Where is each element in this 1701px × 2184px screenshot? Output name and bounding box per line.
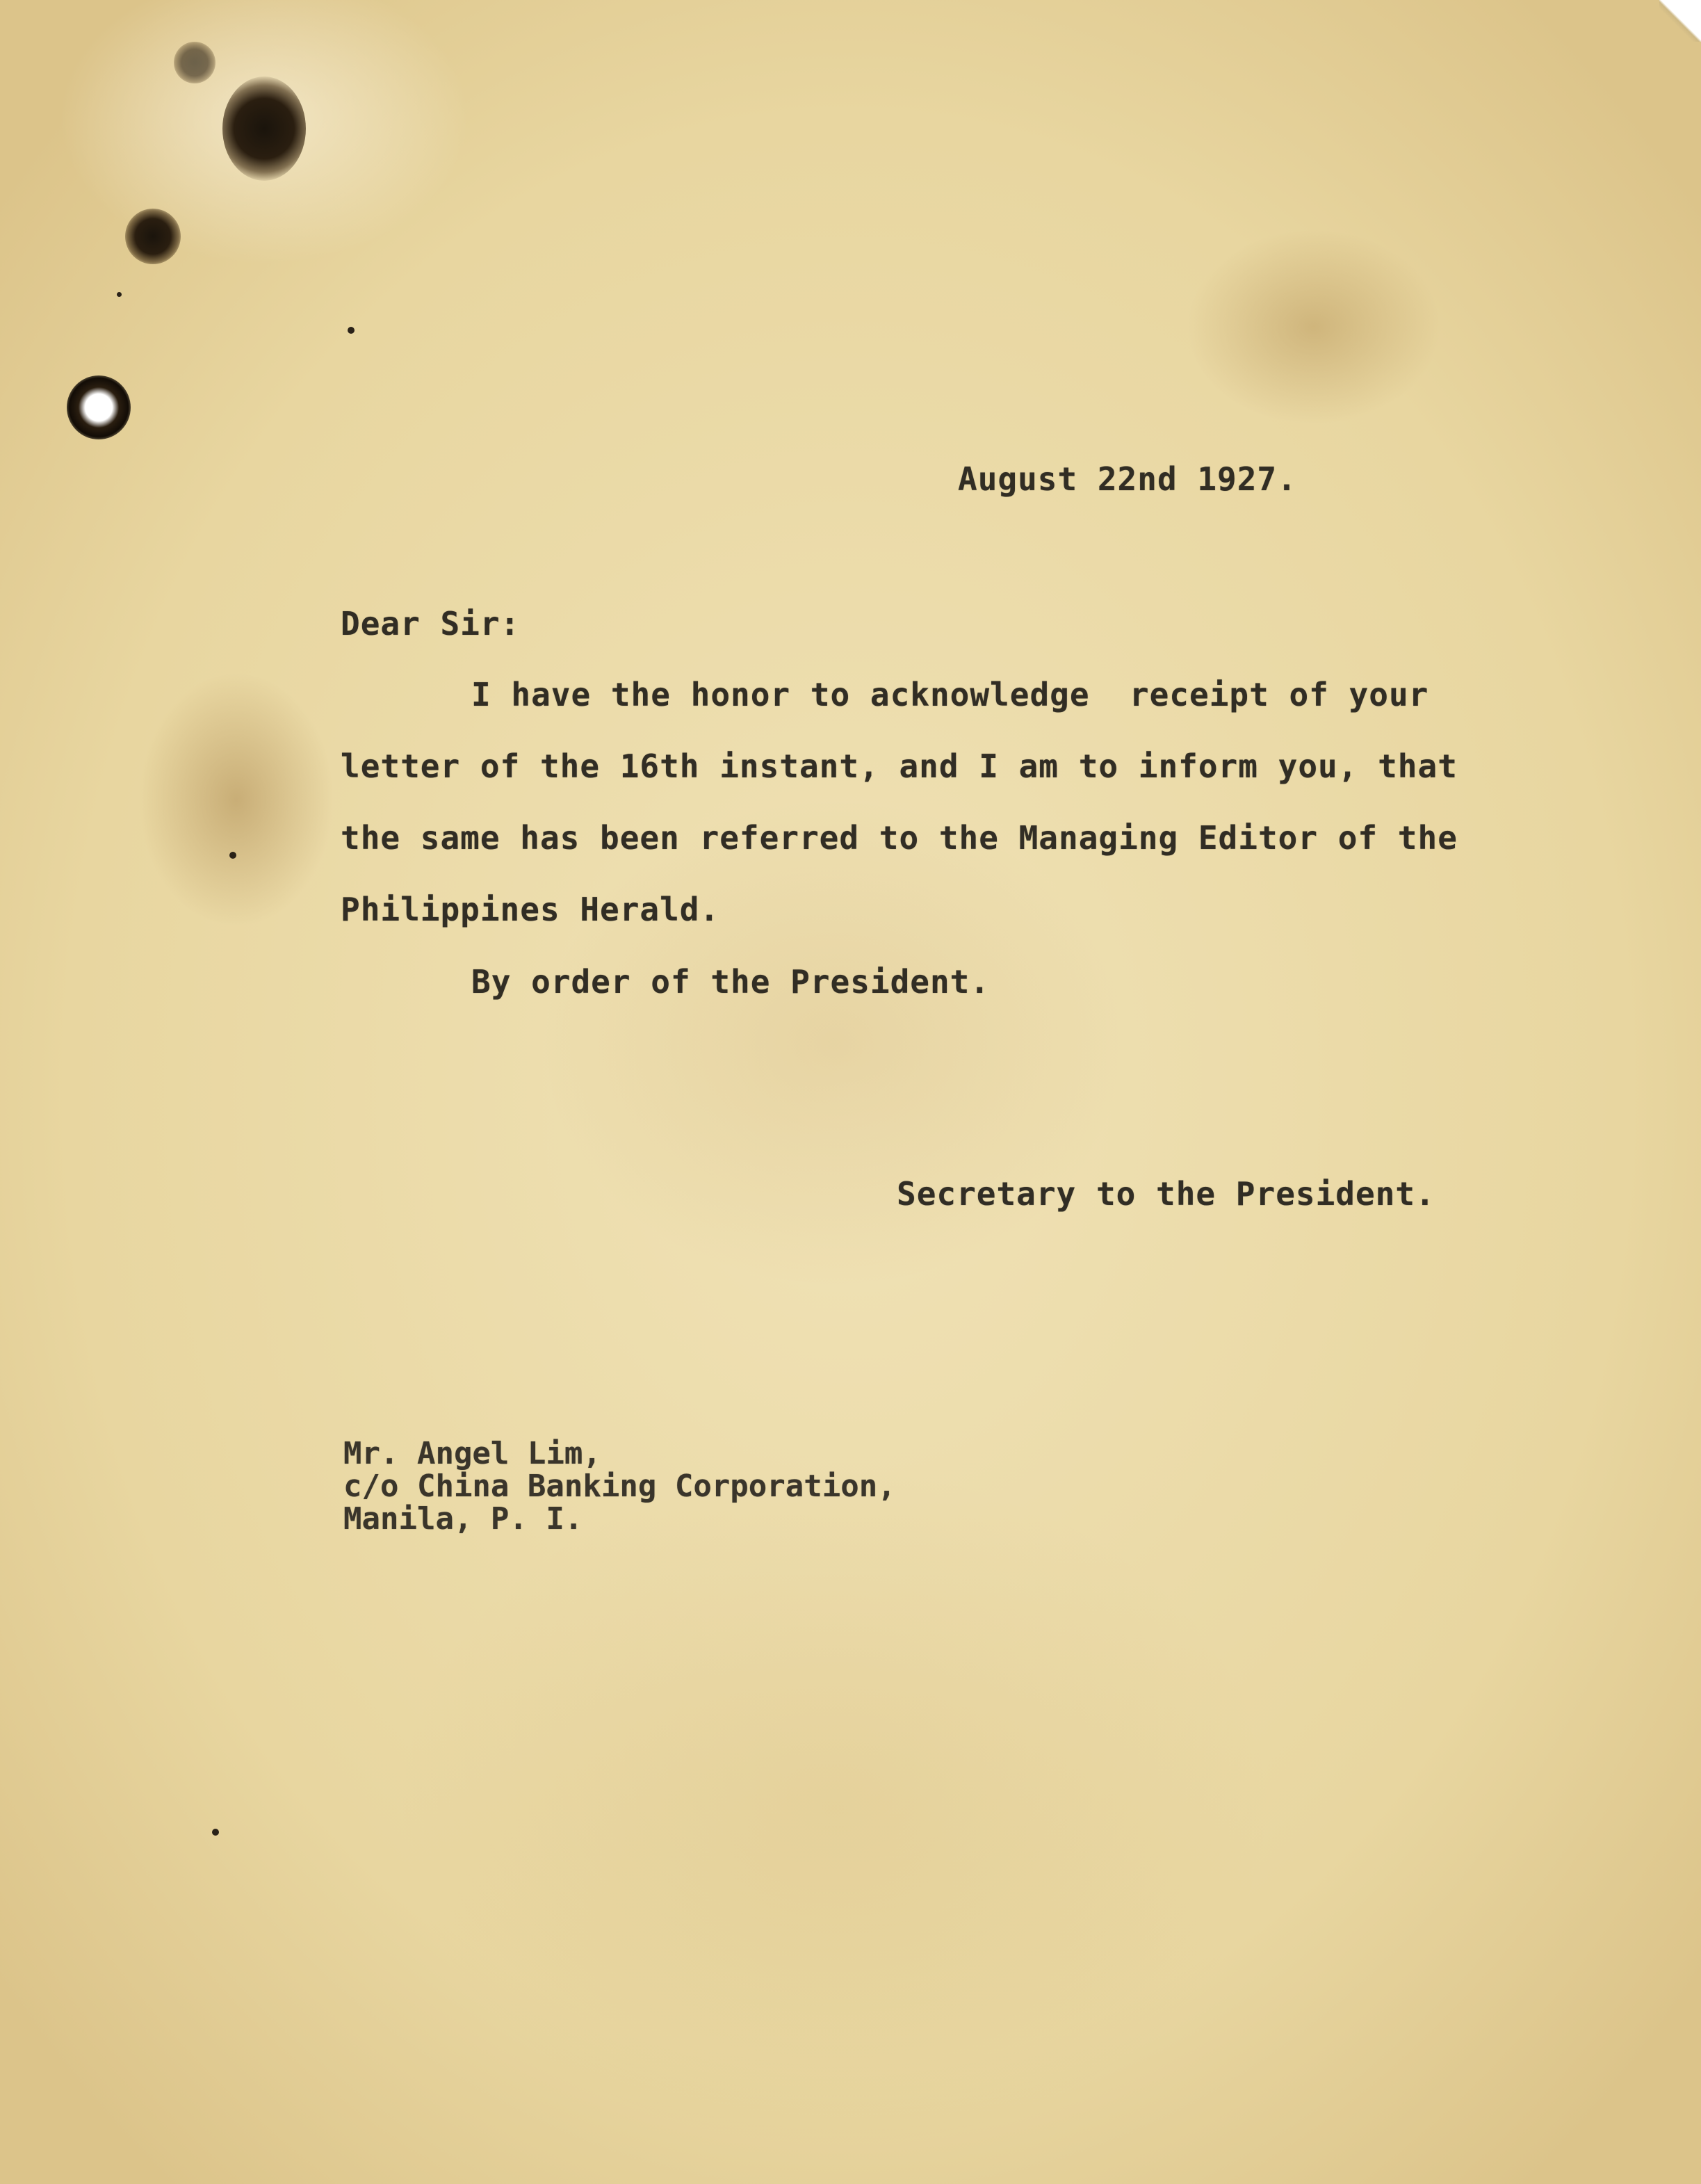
page-corner-curl bbox=[1659, 0, 1701, 42]
ink-speck bbox=[117, 292, 122, 297]
burn-mark bbox=[174, 42, 215, 83]
signature-title: Secretary to the President. bbox=[897, 1175, 1435, 1213]
punch-hole bbox=[67, 375, 131, 439]
burn-mark bbox=[125, 209, 181, 264]
burn-mark bbox=[222, 76, 306, 181]
ink-speck bbox=[348, 327, 355, 334]
body-line-3: the same has been referred to the Managing Editor of the bbox=[341, 819, 1458, 857]
ink-speck bbox=[212, 1829, 219, 1836]
body-line-4: Philippines Herald. bbox=[341, 891, 720, 928]
letter-date: August 22nd 1927. bbox=[958, 460, 1297, 498]
recipient-care-of: c/o China Banking Corporation, bbox=[343, 1469, 896, 1504]
body-line-2: letter of the 16th instant, and I am to inform you, that bbox=[341, 747, 1458, 785]
recipient-location: Manila, P. I. bbox=[343, 1501, 583, 1537]
closing-line: By order of the President. bbox=[471, 963, 991, 1001]
salutation: Dear Sir: bbox=[341, 605, 521, 642]
recipient-name: Mr. Angel Lim, bbox=[343, 1436, 601, 1471]
ink-speck bbox=[229, 852, 236, 859]
body-line-1: I have the honor to acknowledge receipt of your bbox=[471, 676, 1429, 713]
